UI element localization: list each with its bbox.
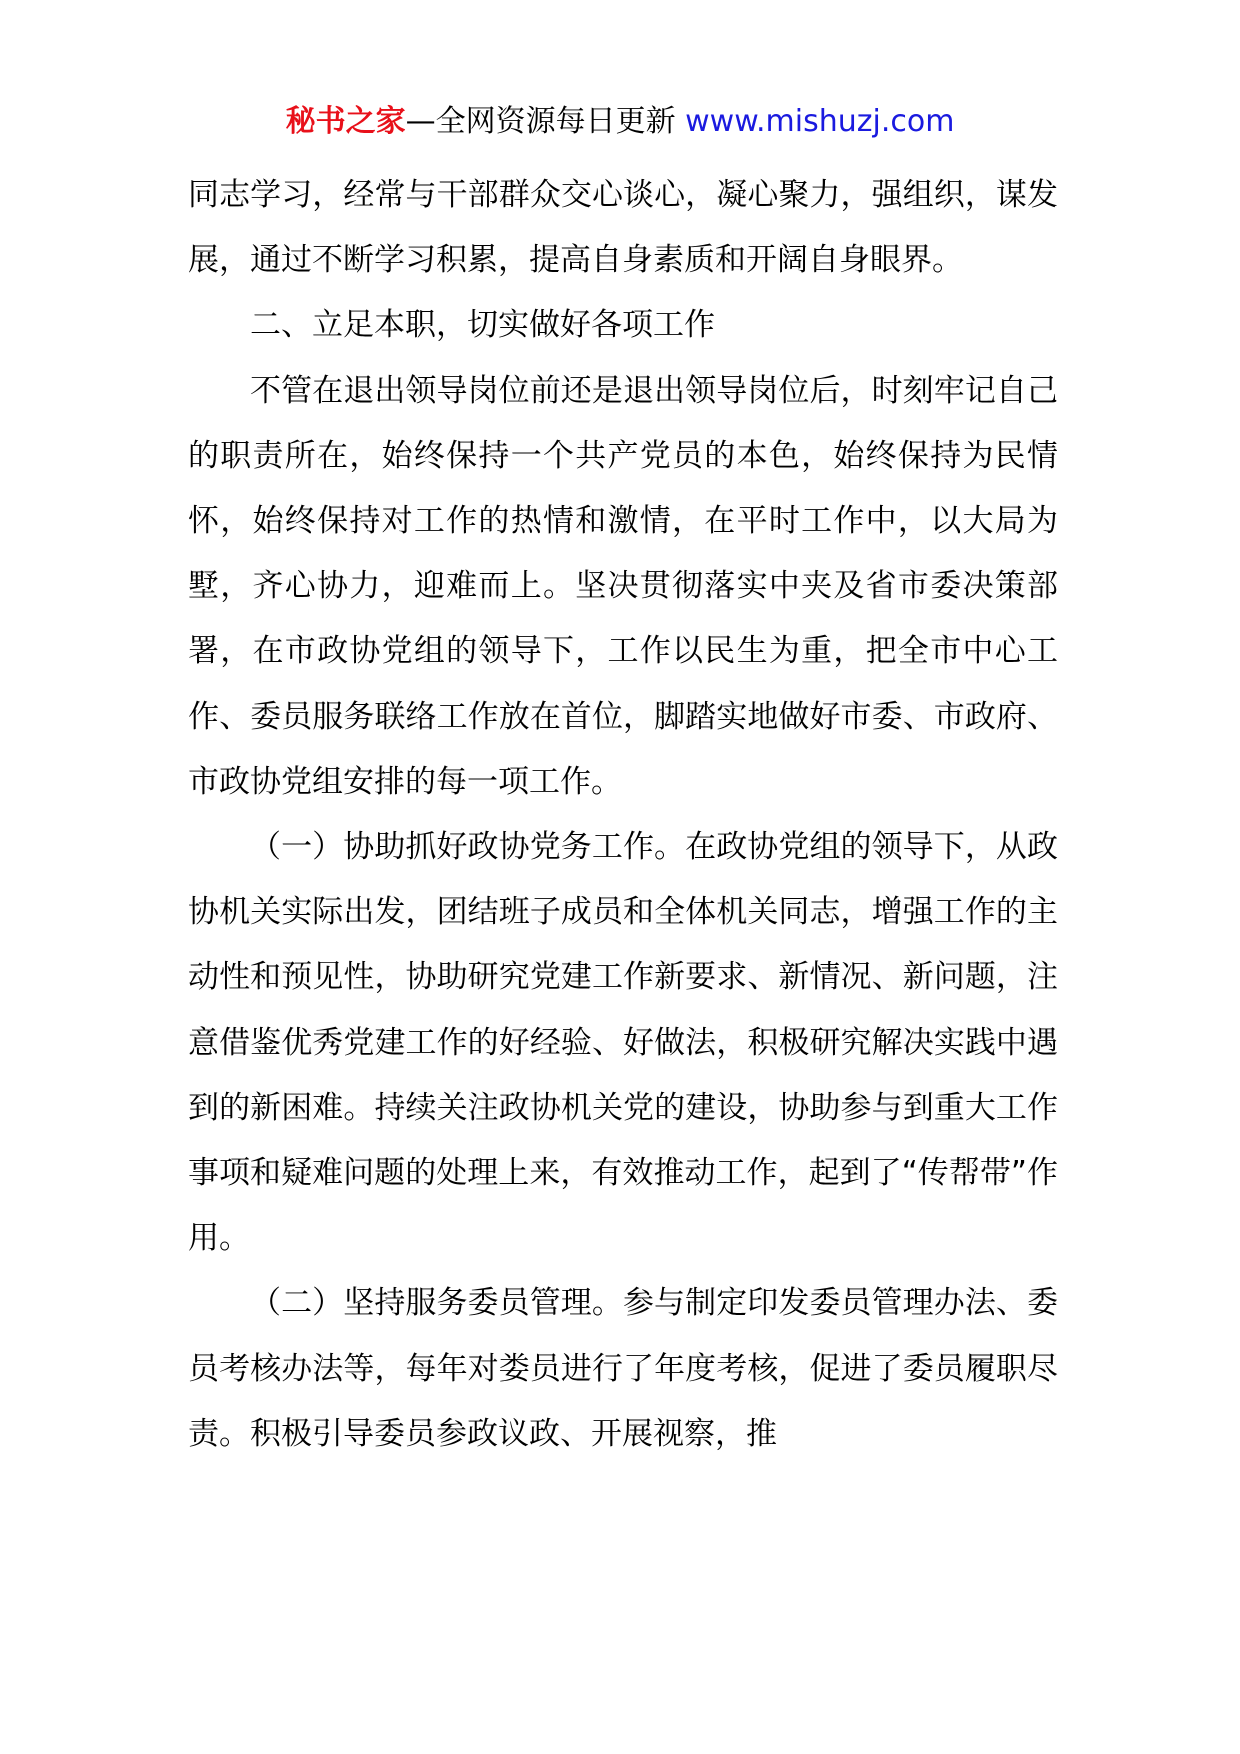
section-heading: 二、立足本职，切实做好各项工作 <box>250 307 715 344</box>
paragraph-item-2: （二）坚持服务委员管理。参与制定印发委员管理办法、委员考核办法等，每年对娄员进行了年度考核，促进了委员履职尽责。积极引导委员参政议政、开展视察，推 <box>188 1285 1058 1452</box>
paragraph-item-1: （一）协助抓好政协党务工作。在政协党组的领导下，从政协机关实际出发，团结班子成员和全体机关同志，增强工作的主动性和预见性，协助研究党建工作新要求、新情况、新问题，注意借鉴优秀党建工作的好经验、好做法，积极研究解决实践中遇到的新困难。持续关注政协机关党的建设，协助参与到重大工作事项和疑难问题的处理上来，有效推动工作，起到了“传帮带”作用。 <box>188 829 1058 1257</box>
site-header <box>0 100 1240 144</box>
paragraph-section-intro: 不管在退出领导岗位前还是退出领导岗位后，时刻牢记自己的职责所在，始终保持一个共产党员的本色，始终保持为民情怀，始终保持对工作的热情和激情，在平时工作中，以大局为墅，齐心协力，迎难而上。坚决贯彻落实中夹及省市委决策部署，在市政协党组的领导下，工作以民生为重，把全市中心工作、委员服务联络工作放在首位，脚踏实地做好市委、市政府、市政协党组安排的每一项工作。 <box>188 372 1058 800</box>
site-tagline: —全网资源每日更新 <box>405 104 676 139</box>
site-brand: 秘书之家 <box>285 104 406 139</box>
paragraph-continuation: 同志学习，经常与干部群众交心谈心，凝心聚力，强组织，谋发展，通过不断学习积累，提高自身素质和开阔自身眼界。 <box>188 177 1058 279</box>
document-body <box>188 163 1058 1467</box>
site-url-link[interactable]: www.mishuzj.com <box>685 104 955 139</box>
